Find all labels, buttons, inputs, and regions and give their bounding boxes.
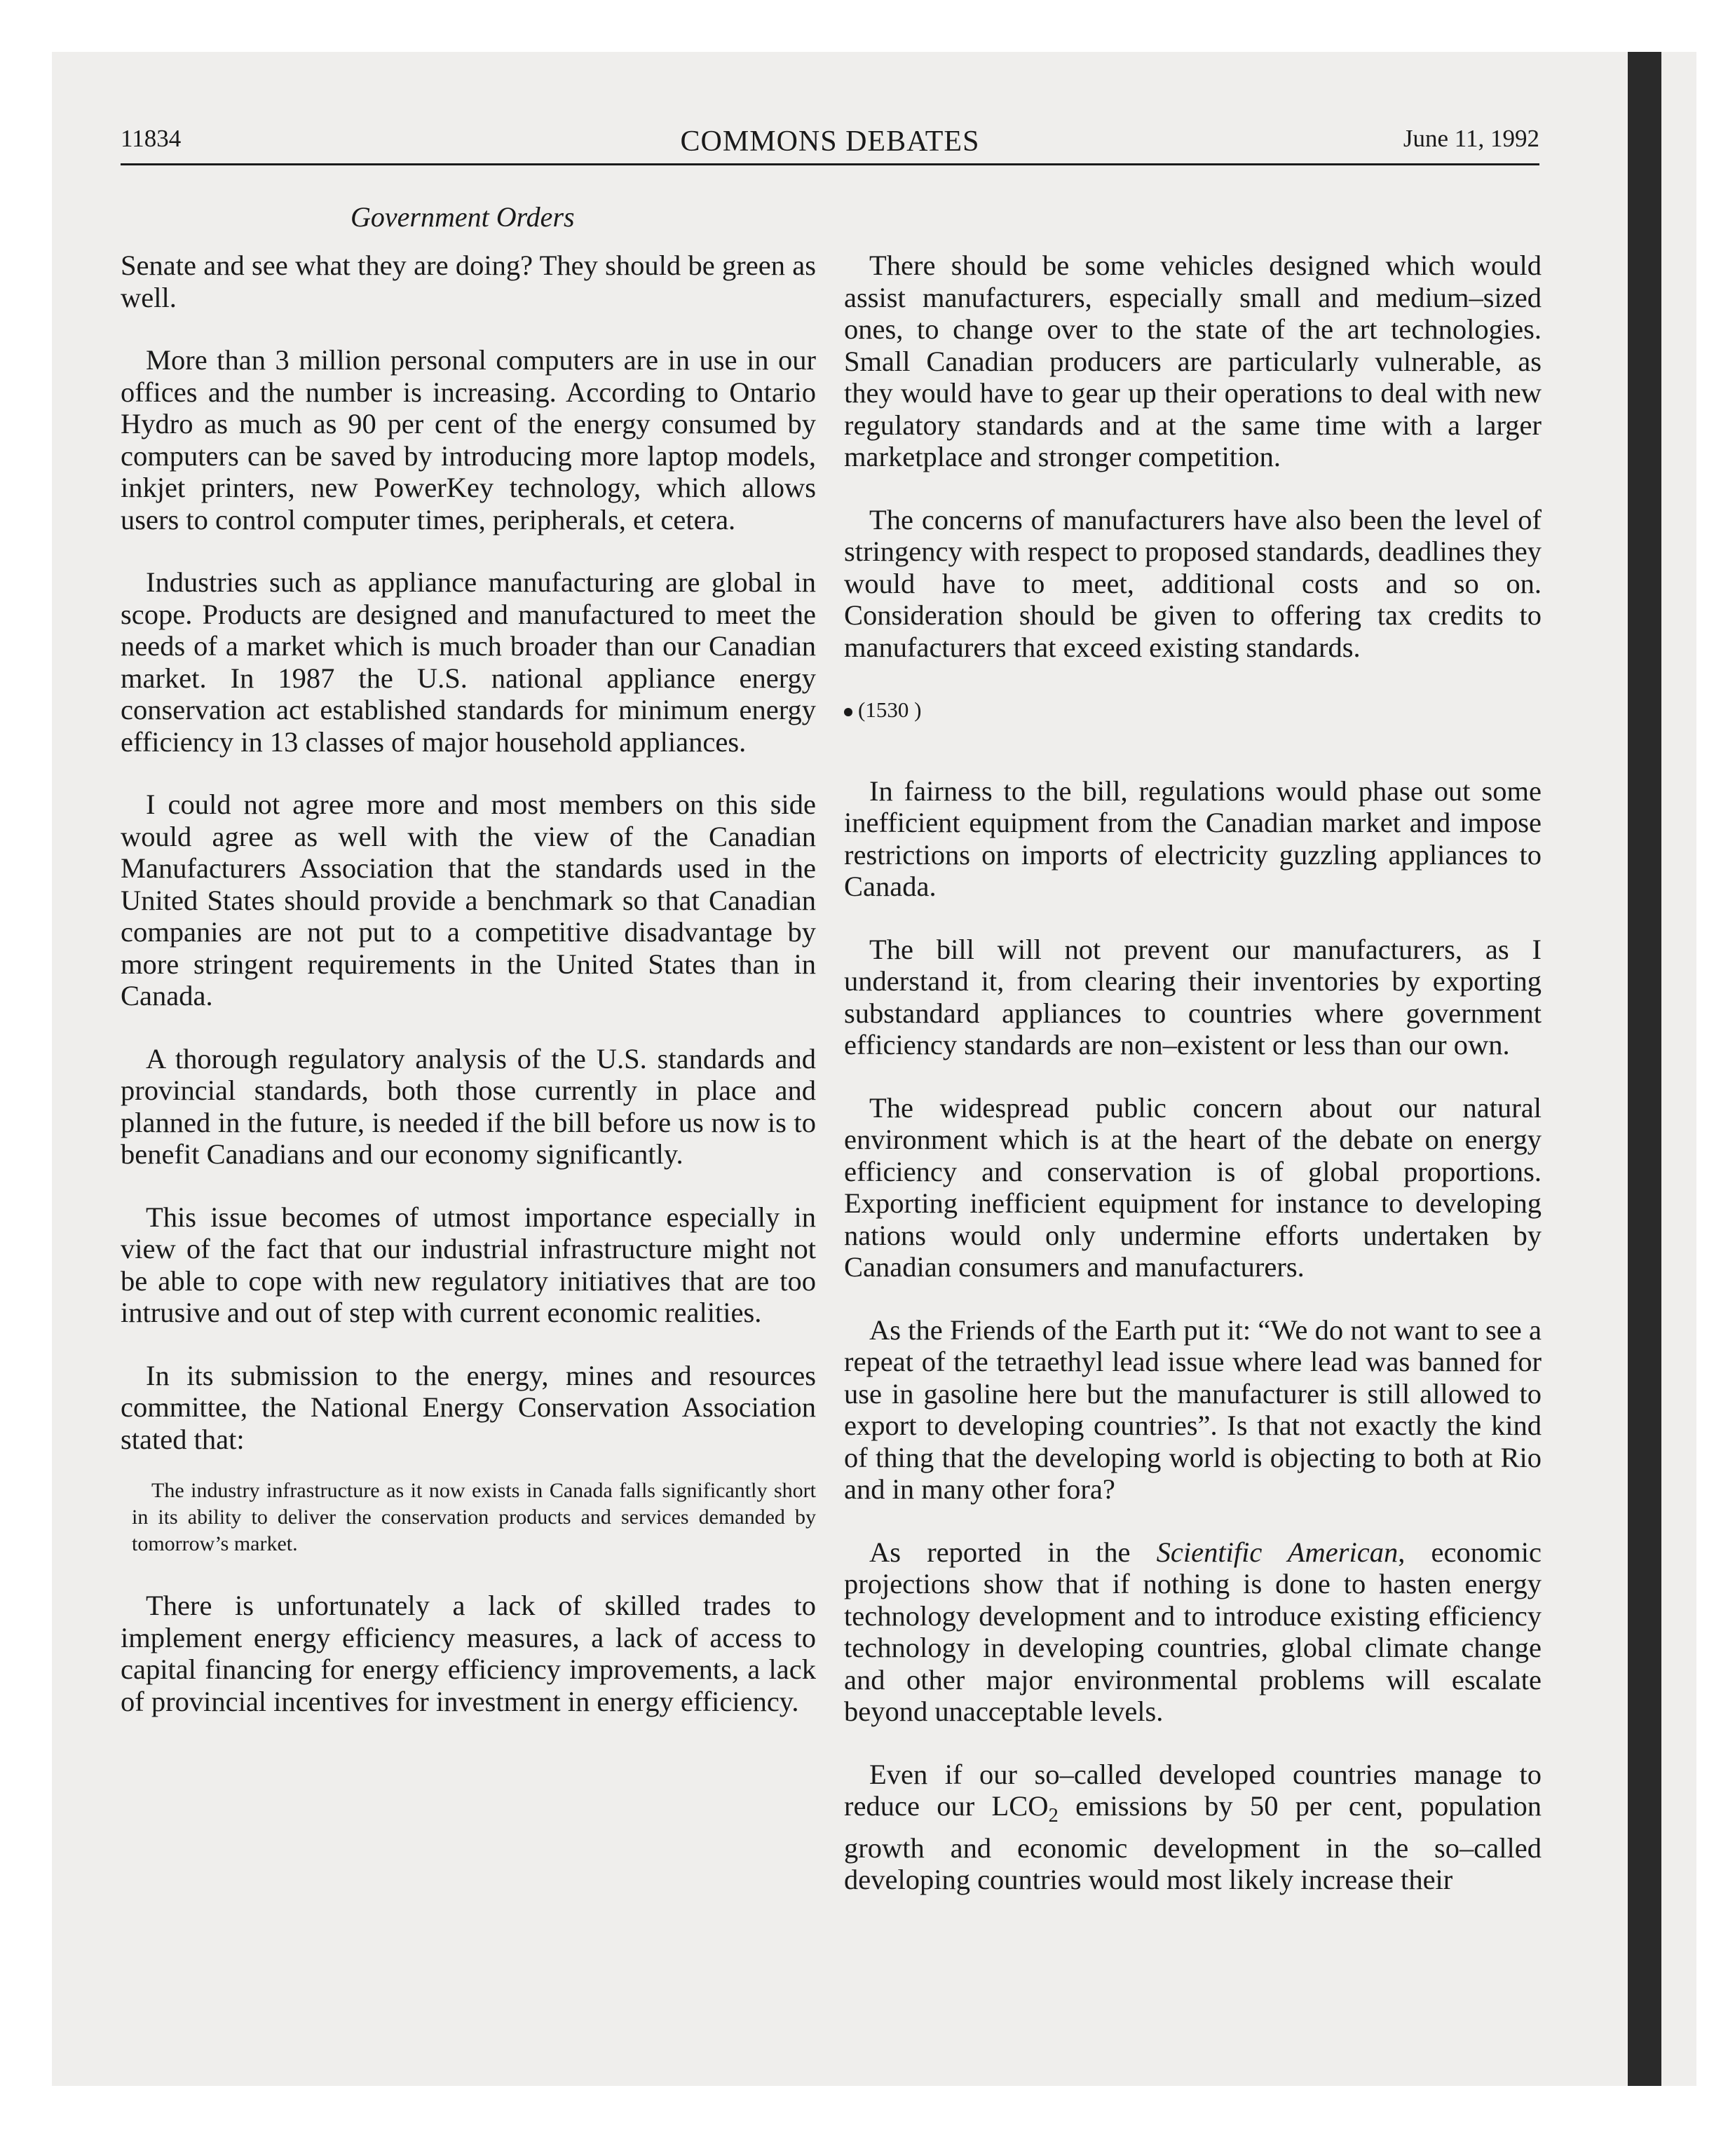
- paragraph: The concerns of manufacturers have also been the level of stringency with respect to proposed standards, deadlines they would have to meet, additional costs and so on. Consideration should be given to offering tax credits to manufacturers that exceed existing standards.: [844, 503, 1542, 663]
- paragraph: There is unfortunately a lack of skilled trades to implement energy efficiency measures, a lack of access to capital financing for energy efficiency improvements, a lack of provincial incentives for investment in energy efficiency.: [121, 1590, 816, 1717]
- bullet-icon: [844, 708, 852, 716]
- left-column: [121, 250, 816, 1748]
- time-marker: [844, 694, 1542, 726]
- publication-date: June 11, 1992: [1403, 125, 1539, 152]
- paragraph: Industries such as appliance manufacturing are global in scope. Products are designed and manufactured to meet the needs of a market which is much broader than our Canadian market. In 1987 the U.S. national appliance energy conservation act established standards for minimum energy efficiency in 13 classes of major household appliances.: [121, 566, 816, 758]
- header-rule: [121, 163, 1539, 165]
- paragraph: The widespread public concern about our natural environment which is at the heart of the debate on energy efficiency and conservation is of global proportions. Exporting inefficient equipment for instance to developing nations would only undermine efforts undertaken by Canadian consumers and manufacturers.: [844, 1091, 1542, 1283]
- publication-name: Scientific American: [1156, 1536, 1399, 1568]
- paragraph: This issue becomes of utmost importance especially in view of the fact that our industrial infrastructure might not be able to cope with new regulatory initiatives that are too intrusive and out of step with current economic realities.: [121, 1201, 816, 1328]
- block-quote: The industry infrastructure as it now exists in Canada falls significantly short in its ability to deliver the conservation products and services demanded by tomorrow’s market.: [132, 1479, 816, 1555]
- paragraph: The bill will not prevent our manufacturers, as I understand it, from clearing their inventories by exporting substandard appliances to countries where government efficiency standards are non–existent or less than our own.: [844, 933, 1542, 1060]
- page-header: [121, 125, 1539, 160]
- subscript: 2: [1048, 1805, 1059, 1827]
- paragraph: A thorough regulatory analysis of the U.S. standards and provincial standards, both those currently in place and planned in the future, is needed if the bill before us now is to benefit Canadians and our economy significantly.: [121, 1042, 816, 1170]
- paragraph: [844, 1536, 1542, 1728]
- paragraph: There should be some vehicles designed which would assist manufacturers, especially small and medium–sized ones, to change over to the state of the art technologies. Small Canadian producers are particularly vulnerable, as they would have to gear up their operations to deal with new regulatory standards and at the same time with a larger marketplace and stronger competition.: [844, 250, 1542, 472]
- publication-title: COMMONS DEBATES: [680, 125, 980, 158]
- right-column: [844, 250, 1542, 1927]
- text-run: , economic projections show that if nothing is done to hasten energy technology development and to introduce existing efficiency technology in developing countries, global climate change and other major environmental problems will escalate beyond unacceptable levels.: [844, 1536, 1542, 1727]
- paragraph: As the Friends of the Earth put it: “We do not want to see a repeat of the tetraethyl lead issue where lead was banned for use in gasoline here but the manufacturer is still allowed to export to developing countries”. Is that not exactly the kind of thing that the developing world is objecting to both at Rio and in many other fora?: [844, 1314, 1542, 1505]
- text-run: Even if our so–called developed countries manage to reduce our LCO: [844, 1758, 1542, 1822]
- paragraph: In fairness to the bill, regulations would phase out some inefficient equipment from the Canadian market and impose restrictions on imports of electricity guzzling appliances to Canada.: [844, 775, 1542, 902]
- binding-shadow: [1628, 52, 1661, 2086]
- text-run: As reported in the: [869, 1536, 1157, 1568]
- text-run: emissions by 50 per cent, population growth and economic development in the so–called developing countries would most likely increase their: [844, 1790, 1542, 1896]
- time-marker-text: (1530 ): [858, 697, 922, 722]
- paragraph: [844, 1759, 1542, 1896]
- paragraph: Senate and see what they are doing? They should be green as well.: [121, 250, 816, 313]
- paragraph: In its submission to the energy, mines and resources committee, the National Energy Conservation Association stated that:: [121, 1359, 816, 1455]
- page-number: 11834: [121, 125, 182, 152]
- paragraph: More than 3 million personal computers are in use in our offices and the number is increasing. According to Ontario Hydro as much as 90 per cent of the energy consumed by computers can be saved by introducing more laptop models, inkjet printers, new PowerKey technology, which allows users to control computer times, peripherals, et cetera.: [121, 344, 816, 535]
- paragraph: I could not agree more and most members on this side would agree as well with the view of the Canadian Manufacturers Association that the standards used in the United States should provide a benchmark so that Canadian companies are not put to a competitive disadvantage by more stringent requirements in the United States than in Canada.: [121, 789, 816, 1011]
- section-label: Government Orders: [351, 201, 575, 233]
